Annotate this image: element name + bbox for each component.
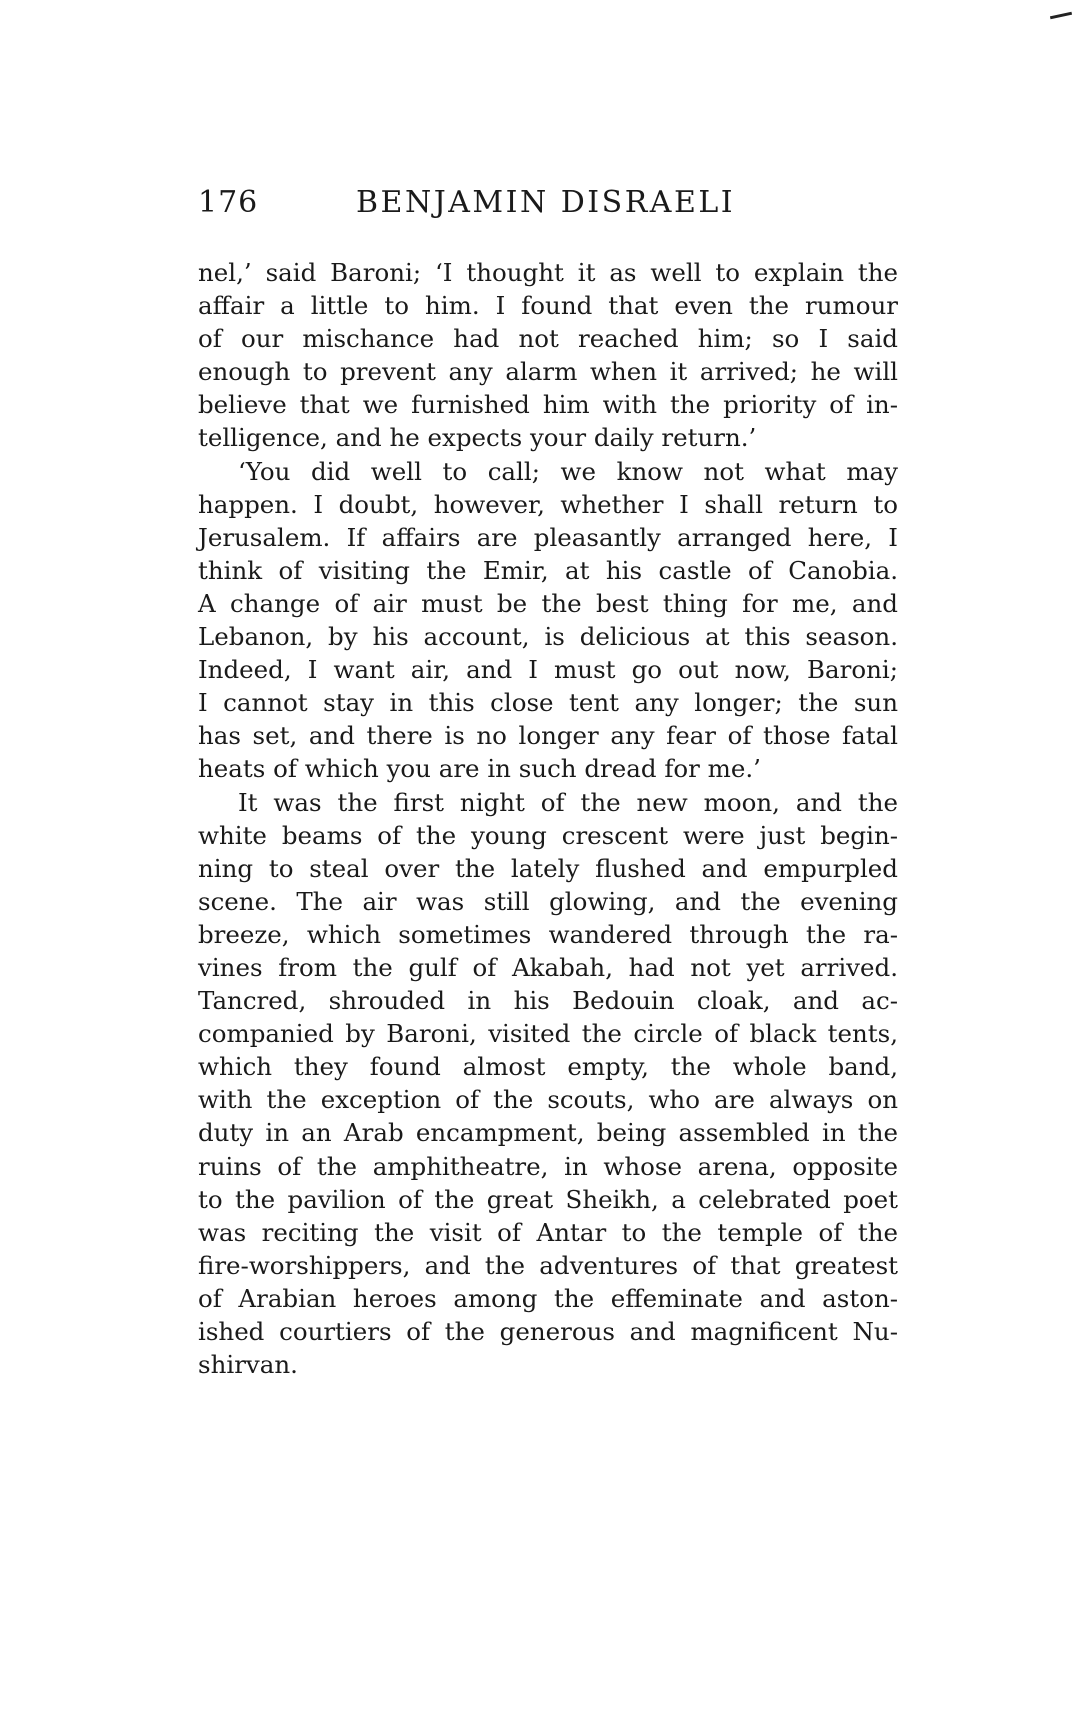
text-line: A change of air must be the best thing for me, and <box>198 588 898 618</box>
text-line: scene. The air was still glowing, and the evening <box>198 886 898 916</box>
corner-mark <box>1050 12 1072 20</box>
text-line: ished courtiers of the generous and magnificent Nu- <box>198 1317 898 1346</box>
text-line: to the pavilion of the great Sheikh, a celebrated poet <box>198 1184 898 1214</box>
text-line: enough to prevent any alarm when it arrived; he will <box>198 357 898 387</box>
text-line: It was the first night of the new moon, and the <box>238 787 898 817</box>
text-line: believe that we furnished him with the priority of in- <box>198 390 898 420</box>
text-line: ning to steal over the lately flushed and empurpled <box>198 853 898 883</box>
running-title: BENJAMIN DISRAELI <box>356 185 736 220</box>
text-line: happen. I doubt, however, whether I shall return to <box>198 489 898 519</box>
text-line: ruins of the amphitheatre, in whose arena, opposite <box>198 1151 898 1181</box>
text-line: Jerusalem. If affairs are pleasantly arranged here, I <box>198 522 898 552</box>
text-line: has set, and there is no longer any fear of those fatal <box>198 721 898 751</box>
text-line: Indeed, I want air, and I must go out now, Baroni; <box>198 655 898 685</box>
text-line: nel,’ said Baroni; ‘I thought it as well to explain the <box>198 258 898 287</box>
page-number: 176 <box>198 185 259 220</box>
body-text <box>198 256 898 1381</box>
text-line: companied by Baroni, visited the circle of black tents, <box>198 1019 898 1049</box>
text-line: was reciting the visit of Antar to the temple of the <box>198 1217 898 1247</box>
text-line: duty in an Arab encampment, being assembled in the <box>198 1118 898 1148</box>
text-line: fire-worshippers, and the adventures of that greatest <box>198 1250 898 1280</box>
text-line: shirvan. <box>198 1350 298 1380</box>
text-line: Tancred, shrouded in his Bedouin cloak, and ac- <box>198 986 898 1016</box>
text-line: think of visiting the Emir, at his castle of Canobia. <box>198 555 898 585</box>
text-line: affair a little to him. I found that even the rumour <box>198 291 898 321</box>
text-line: of our mischance had not reached him; so I said <box>198 324 898 354</box>
text-line: of Arabian heroes among the effeminate and aston- <box>198 1283 898 1313</box>
text-line: vines from the gulf of Akabah, had not yet arrived. <box>198 952 898 982</box>
text-line: which they found almost empty, the whole band, <box>198 1052 898 1082</box>
text-line: white beams of the young crescent were just begin- <box>198 820 898 850</box>
text-line: ‘You did well to call; we know not what may <box>238 456 898 486</box>
text-line: Lebanon, by his account, is delicious at this season. <box>198 622 898 652</box>
text-line: I cannot stay in this close tent any longer; the sun <box>198 688 898 718</box>
text-line: breeze, which sometimes wandered through the ra- <box>198 919 898 949</box>
text-line: heats of which you are in such dread for me.’ <box>198 754 761 784</box>
page-header <box>198 185 898 235</box>
text-line: telligence, and he expects your daily return.’ <box>198 423 757 453</box>
text-line: with the exception of the scouts, who are always on <box>198 1085 898 1115</box>
